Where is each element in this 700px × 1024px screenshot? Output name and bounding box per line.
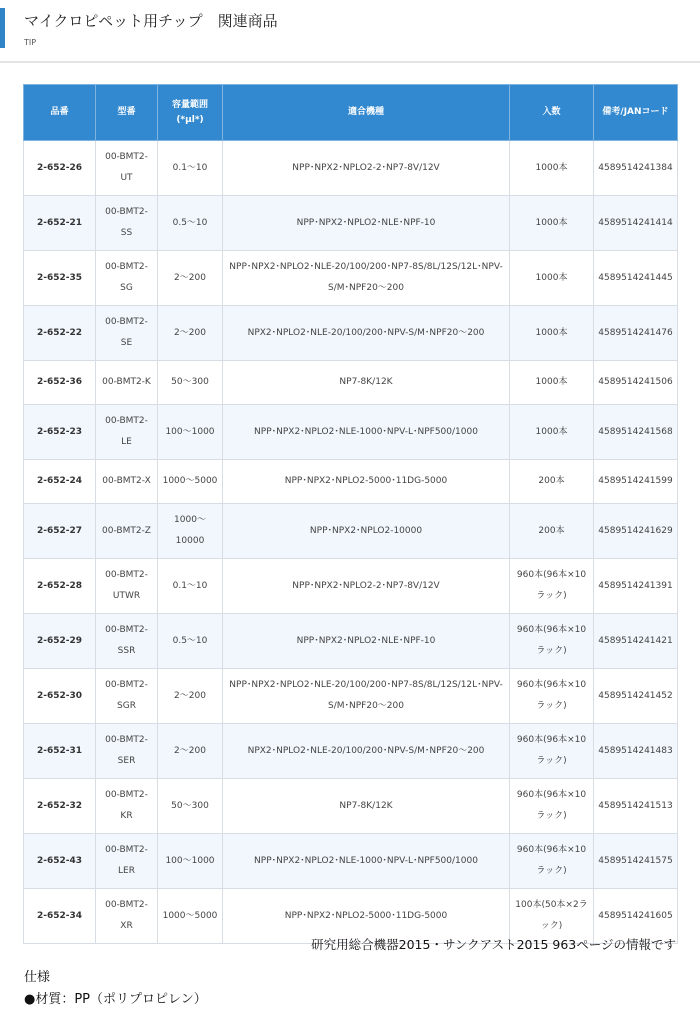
- jan-cell: 4589514241513: [594, 779, 678, 834]
- part-no-cell: 2-652-24: [24, 460, 96, 504]
- quantity-cell: 200本: [510, 460, 594, 504]
- compatible-cell: NPP･NPX2･NPLO2-10000: [223, 504, 510, 559]
- quantity-cell: 1000本: [510, 361, 594, 405]
- table-row: [24, 251, 678, 306]
- jan-cell: 4589514241568: [594, 405, 678, 460]
- compatible-cell: NPP･NPX2･NPLO2-2･NP7-8V/12V: [223, 559, 510, 614]
- jan-cell: 4589514241575: [594, 834, 678, 889]
- model-cell: 00-BMT2-K: [96, 361, 158, 405]
- jan-cell: 4589514241421: [594, 614, 678, 669]
- jan-cell: 4589514241452: [594, 669, 678, 724]
- model-cell: 00-BMT2-SGR: [96, 669, 158, 724]
- model-cell: 00-BMT2-SS: [96, 196, 158, 251]
- part-no-cell: 2-652-27: [24, 504, 96, 559]
- capacity-cell: 1000～5000: [158, 889, 223, 944]
- spec-material: ●材質：PP（ポリプロピレン）: [24, 992, 207, 1007]
- model-cell: 00-BMT2-UT: [96, 141, 158, 196]
- table-row: [24, 405, 678, 460]
- quantity-cell: 960本(96本×10ラック): [510, 559, 594, 614]
- quantity-cell: 200本: [510, 504, 594, 559]
- model-cell: 00-BMT2-KR: [96, 779, 158, 834]
- compatible-cell: NPP･NPX2･NPLO2･NLE-1000･NPV-L･NPF500/1000: [223, 405, 510, 460]
- model-cell: 00-BMT2-UTWR: [96, 559, 158, 614]
- compatible-cell: NPP･NPX2･NPLO2･NLE-20/100/200･NP7-8S/8L/12S/12L･NPV-S/M･NPF20～200: [223, 251, 510, 306]
- capacity-cell: 50～300: [158, 779, 223, 834]
- product-table: [23, 84, 678, 944]
- capacity-cell: 2～200: [158, 669, 223, 724]
- table-row: [24, 779, 678, 834]
- table-row: [24, 614, 678, 669]
- quantity-cell: 1000本: [510, 251, 594, 306]
- header-quantity: 入数: [510, 85, 594, 141]
- table-row: [24, 361, 678, 405]
- table-row: [24, 724, 678, 779]
- quantity-cell: 1000本: [510, 196, 594, 251]
- part-no-cell: 2-652-30: [24, 669, 96, 724]
- jan-cell: 4589514241445: [594, 251, 678, 306]
- table-row: [24, 834, 678, 889]
- part-no-cell: 2-652-26: [24, 141, 96, 196]
- compatible-cell: NPP･NPX2･NPLO2-5000･11DG-5000: [223, 889, 510, 944]
- jan-cell: 4589514241605: [594, 889, 678, 944]
- header-model: 型番: [96, 85, 158, 141]
- quantity-cell: 960本(96本×10ラック): [510, 669, 594, 724]
- divider: [0, 61, 700, 63]
- model-cell: 00-BMT2-LE: [96, 405, 158, 460]
- model-cell: 00-BMT2-Z: [96, 504, 158, 559]
- model-cell: 00-BMT2-SER: [96, 724, 158, 779]
- table-row: [24, 306, 678, 361]
- table-row: [24, 559, 678, 614]
- capacity-cell: 100～1000: [158, 834, 223, 889]
- capacity-cell: 2～200: [158, 724, 223, 779]
- quantity-cell: 960本(96本×10ラック): [510, 834, 594, 889]
- header-compatible: 適合機種: [223, 85, 510, 141]
- compatible-cell: NPP･NPX2･NPLO2-2･NP7-8V/12V: [223, 141, 510, 196]
- capacity-cell: 0.5～10: [158, 196, 223, 251]
- compatible-cell: NPP･NPX2･NPLO2･NLE-20/100/200･NP7-8S/8L/12S/12L･NPV-S/M･NPF20～200: [223, 669, 510, 724]
- quantity-cell: 1000本: [510, 405, 594, 460]
- quantity-cell: 100本(50本×2ラック): [510, 889, 594, 944]
- part-no-cell: 2-652-29: [24, 614, 96, 669]
- compatible-cell: NP7-8K/12K: [223, 779, 510, 834]
- part-no-cell: 2-652-23: [24, 405, 96, 460]
- header-capacity: 容量範囲 (*μl*): [158, 85, 223, 141]
- part-no-cell: 2-652-35: [24, 251, 96, 306]
- compatible-cell: NPP･NPX2･NPLO2･NLE-1000･NPV-L･NPF500/1000: [223, 834, 510, 889]
- jan-cell: 4589514241483: [594, 724, 678, 779]
- compatible-cell: NPP･NPX2･NPLO2･NLE･NPF-10: [223, 614, 510, 669]
- quantity-cell: 1000本: [510, 306, 594, 361]
- capacity-cell: 100～1000: [158, 405, 223, 460]
- part-no-cell: 2-652-36: [24, 361, 96, 405]
- part-no-cell: 2-652-21: [24, 196, 96, 251]
- jan-cell: 4589514241476: [594, 306, 678, 361]
- table-row: [24, 141, 678, 196]
- compatible-cell: NP7-8K/12K: [223, 361, 510, 405]
- model-cell: 00-BMT2-SG: [96, 251, 158, 306]
- part-no-cell: 2-652-43: [24, 834, 96, 889]
- table-row: [24, 196, 678, 251]
- title-accent-bar: [0, 8, 5, 48]
- quantity-cell: 960本(96本×10ラック): [510, 779, 594, 834]
- part-no-cell: 2-652-32: [24, 779, 96, 834]
- part-no-cell: 2-652-22: [24, 306, 96, 361]
- capacity-cell: 0.5～10: [158, 614, 223, 669]
- spec-heading: 仕様: [24, 970, 51, 985]
- page-title: マイクロピペット用チップ 関連商品: [24, 12, 278, 30]
- jan-cell: 4589514241384: [594, 141, 678, 196]
- jan-cell: 4589514241629: [594, 504, 678, 559]
- compatible-cell: NPP･NPX2･NPLO2･NLE･NPF-10: [223, 196, 510, 251]
- capacity-cell: 1000～10000: [158, 504, 223, 559]
- model-cell: 00-BMT2-LER: [96, 834, 158, 889]
- jan-cell: 4589514241391: [594, 559, 678, 614]
- compatible-cell: NPX2･NPLO2･NLE-20/100/200･NPV-S/M･NPF20～200: [223, 306, 510, 361]
- compatible-cell: NPP･NPX2･NPLO2-5000･11DG-5000: [223, 460, 510, 504]
- jan-cell: 4589514241506: [594, 361, 678, 405]
- quantity-cell: 960本(96本×10ラック): [510, 614, 594, 669]
- model-cell: 00-BMT2-XR: [96, 889, 158, 944]
- part-no-cell: 2-652-31: [24, 724, 96, 779]
- capacity-cell: 1000～5000: [158, 460, 223, 504]
- model-cell: 00-BMT2-SE: [96, 306, 158, 361]
- table-row: [24, 669, 678, 724]
- table-row: [24, 460, 678, 504]
- jan-cell: 4589514241599: [594, 460, 678, 504]
- capacity-cell: 2～200: [158, 251, 223, 306]
- capacity-cell: 50～300: [158, 361, 223, 405]
- table-row: [24, 504, 678, 559]
- source-note: 研究用総合機器2015・サンクアスト2015 963ページの情報です: [311, 937, 676, 952]
- header-jan: 備考/JANコード: [594, 85, 678, 141]
- quantity-cell: 1000本: [510, 141, 594, 196]
- compatible-cell: NPX2･NPLO2･NLE-20/100/200･NPV-S/M･NPF20～200: [223, 724, 510, 779]
- table-header-row: [24, 85, 678, 141]
- quantity-cell: 960本(96本×10ラック): [510, 724, 594, 779]
- part-no-cell: 2-652-28: [24, 559, 96, 614]
- capacity-cell: 2～200: [158, 306, 223, 361]
- capacity-cell: 0.1～10: [158, 559, 223, 614]
- jan-cell: 4589514241414: [594, 196, 678, 251]
- header-part-no: 品番: [24, 85, 96, 141]
- model-cell: 00-BMT2-X: [96, 460, 158, 504]
- part-no-cell: 2-652-34: [24, 889, 96, 944]
- model-cell: 00-BMT2-SSR: [96, 614, 158, 669]
- capacity-cell: 0.1～10: [158, 141, 223, 196]
- page-subtitle: TIP: [24, 38, 37, 47]
